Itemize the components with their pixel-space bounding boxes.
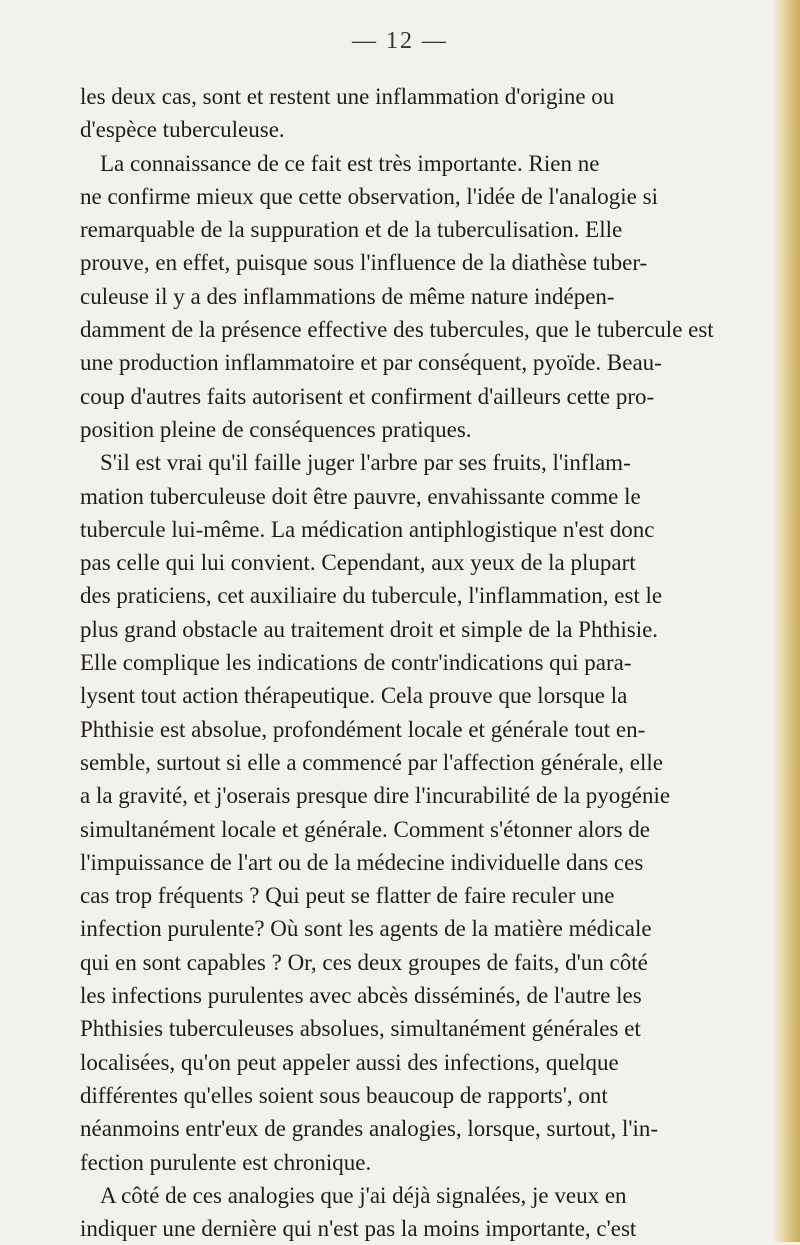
text-line: mation tuberculeuse doit être pauvre, envahissante comme le: [80, 483, 641, 509]
text-line: Phthisies tuberculeuses absolues, simultanément générales et: [80, 1016, 641, 1042]
text-line: indiquer une dernière qui n'est pas la moins importante, c'est: [80, 1216, 637, 1242]
text-line: d'espèce tuberculeuse.: [80, 117, 285, 143]
text-line: simultanément locale et générale. Comment s'étonner alors de: [80, 816, 651, 842]
text-line: localisées, qu'on peut appeler aussi des infections, quelque: [80, 1049, 619, 1075]
text-line: remarquable de la suppuration et de la tuberculisation. Elle: [80, 217, 623, 243]
text-line: ne confirme mieux que cette observation, l'idée de l'analogie si: [80, 183, 658, 209]
text-line: semble, surtout si elle a commencé par l'affection générale, elle: [80, 749, 663, 775]
text-line: lysent tout action thérapeutique. Cela prouve que lorsque la: [80, 683, 628, 709]
page-edge: [772, 0, 800, 1242]
text-line: plus grand obstacle au traitement droit et simple de la Phthisie.: [80, 616, 659, 642]
text-line: pas celle qui lui convient. Cependant, aux yeux de la plupart: [80, 550, 636, 576]
paragraph-3: [80, 446, 740, 1179]
text-line: infection purulente? Où sont les agents de la matière médicale: [80, 916, 652, 942]
text-line: prouve, en effet, puisque sous l'influence de la diathèse tuber-: [80, 250, 648, 276]
text-line: position pleine de conséquences pratiques.: [80, 416, 472, 442]
paragraph-1: [80, 80, 740, 147]
text-line: culeuse il y a des inflammations de même nature indépen-: [80, 283, 615, 309]
text-line: l'impuissance de l'art ou de la médecine individuelle dans ces: [80, 849, 644, 875]
text-line: S'il est vrai qu'il faille juger l'arbre par ses fruits, l'inflam-: [100, 450, 631, 476]
text-line: différentes qu'elles soient sous beaucoup de rapports', ont: [80, 1082, 608, 1108]
text-line: les deux cas, sont et restent une inflammation d'origine ou: [80, 84, 615, 109]
text-line: tubercule lui-même. La médication antiphlogistique n'est donc: [80, 516, 655, 542]
text-line: Phthisie est absolue, profondément locale et générale tout en-: [80, 716, 646, 742]
text-line: fection purulente est chronique.: [80, 1149, 372, 1175]
text-line: cas trop fréquents ? Qui peut se flatter de faire reculer une: [80, 883, 615, 909]
text-line: qui en sont capables ? Or, ces deux groupes de faits, d'un côté: [80, 949, 648, 975]
page-number: — 12 —: [352, 28, 448, 54]
text-line: La connaissance de ce fait est très importante. Rien ne: [100, 150, 600, 176]
text-line: Elle complique les indications de contr'indications qui para-: [80, 650, 632, 676]
paragraph-4: [80, 1179, 740, 1245]
text-line: coup d'autres faits autorisent et confirment d'ailleurs cette pro-: [80, 383, 655, 409]
text-line: des praticiens, cet auxiliaire du tubercule, l'inflammation, est le: [80, 583, 663, 609]
text-line: damment de la présence effective des tubercules, que le tubercule est: [80, 317, 714, 343]
text-line: a la gravité, et j'oserais presque dire l'incurabilité de la pyogénie: [80, 783, 671, 809]
text-line: néanmoins entr'eux de grandes analogies, lorsque, surtout, l'in-: [80, 1116, 659, 1142]
text-line: A côté de ces analogies que j'ai déjà signalées, je veux en: [100, 1182, 627, 1208]
paragraph-2: [80, 147, 740, 447]
body-text: [80, 80, 740, 1245]
text-line: les infections purulentes avec abcès disséminés, de l'autre les: [80, 983, 642, 1009]
text-line: une production inflammatoire et par conséquent, pyoïde. Beau-: [80, 350, 662, 376]
